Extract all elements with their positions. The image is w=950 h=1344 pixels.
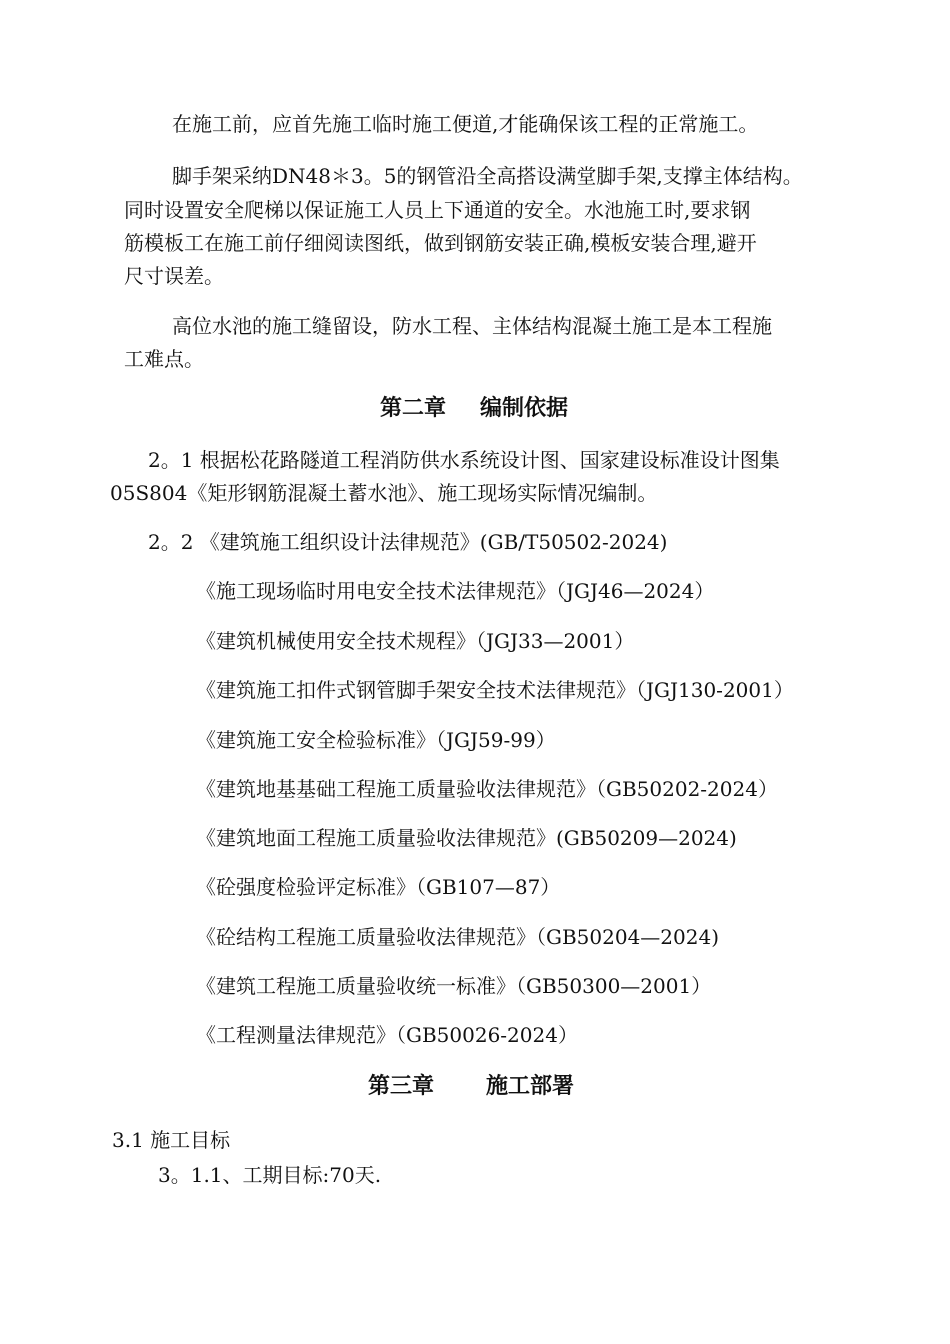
chapter-2-title: 编制依据 bbox=[480, 396, 569, 421]
standard-item: 《建筑工程施工质量验收统一标准》（GB50300—2001） bbox=[196, 974, 712, 998]
standard-item: 《建筑地面工程施工质量验收法律规范》(GB50209—2024) bbox=[196, 826, 737, 850]
chapter-2-heading bbox=[380, 394, 568, 424]
standard-item: 《施工现场临时用电安全技术法律规范》（JGJ46—2024） bbox=[196, 579, 715, 603]
section-3-1-title: 3.1 施工目标 bbox=[112, 1128, 231, 1152]
chapter-3-heading bbox=[368, 1072, 574, 1102]
basis-item-2-2: 2。2 《建筑施工组织设计法律规范》(GB/T50502-2024) bbox=[148, 530, 668, 554]
chapter-3-number: 第三章 bbox=[368, 1074, 435, 1099]
standard-item: 《砼结构工程施工质量验收法律规范》（GB50204—2024) bbox=[196, 925, 719, 949]
standard-item: 《砼强度检验评定标准》（GB107—87） bbox=[196, 875, 561, 899]
standard-item: 《工程测量法律规范》（GB50026-2024） bbox=[196, 1023, 578, 1047]
intro-paragraph-2-line-4: 尺寸误差。 bbox=[124, 264, 224, 288]
intro-paragraph-2-line-1: 脚手架采纳DN48＊3。5的钢管沿全高搭设满堂脚手架,支撑主体结构。 bbox=[172, 164, 803, 188]
chapter-2-number: 第二章 bbox=[380, 396, 447, 421]
basis-item-2-1-line-2: 05S804《矩形钢筋混凝土蓄水池》、施工现场实际情况编制。 bbox=[110, 481, 658, 505]
basis-item-2-1-line-1: 2。1 根据松花路隧道工程消防供水系统设计图、国家建设标准设计图集 bbox=[148, 448, 780, 472]
intro-paragraph-2-line-3: 筋模板工在施工前仔细阅读图纸，做到钢筋安装正确,模板安装合理,避开 bbox=[124, 231, 757, 255]
standard-item: 《建筑地基基础工程施工质量验收法律规范》（GB50202-2024） bbox=[196, 777, 778, 801]
chapter-3-title: 施工部署 bbox=[486, 1074, 575, 1099]
standard-item: 《建筑施工安全检验标准》（JGJ59-99） bbox=[196, 728, 556, 752]
target-item-3-1-1: 3。1.1、工期目标:70天. bbox=[158, 1163, 382, 1187]
standard-item: 《建筑施工扣件式钢管脚手架安全技术法律规范》（JGJ130-2001） bbox=[196, 678, 794, 702]
intro-paragraph-3-line-2: 工难点。 bbox=[124, 347, 204, 371]
intro-paragraph-3-line-1: 高位水池的施工缝留设，防水工程、主体结构混凝土施工是本工程施 bbox=[172, 314, 772, 338]
intro-paragraph-2-line-2: 同时设置安全爬梯以保证施工人员上下通道的安全。水池施工时,要求钢 bbox=[124, 198, 751, 222]
intro-paragraph-1: 在施工前，应首先施工临时施工便道,才能确保该工程的正常施工。 bbox=[172, 112, 759, 136]
standard-item: 《建筑机械使用安全技术规程》（JGJ33—2001） bbox=[196, 629, 635, 653]
